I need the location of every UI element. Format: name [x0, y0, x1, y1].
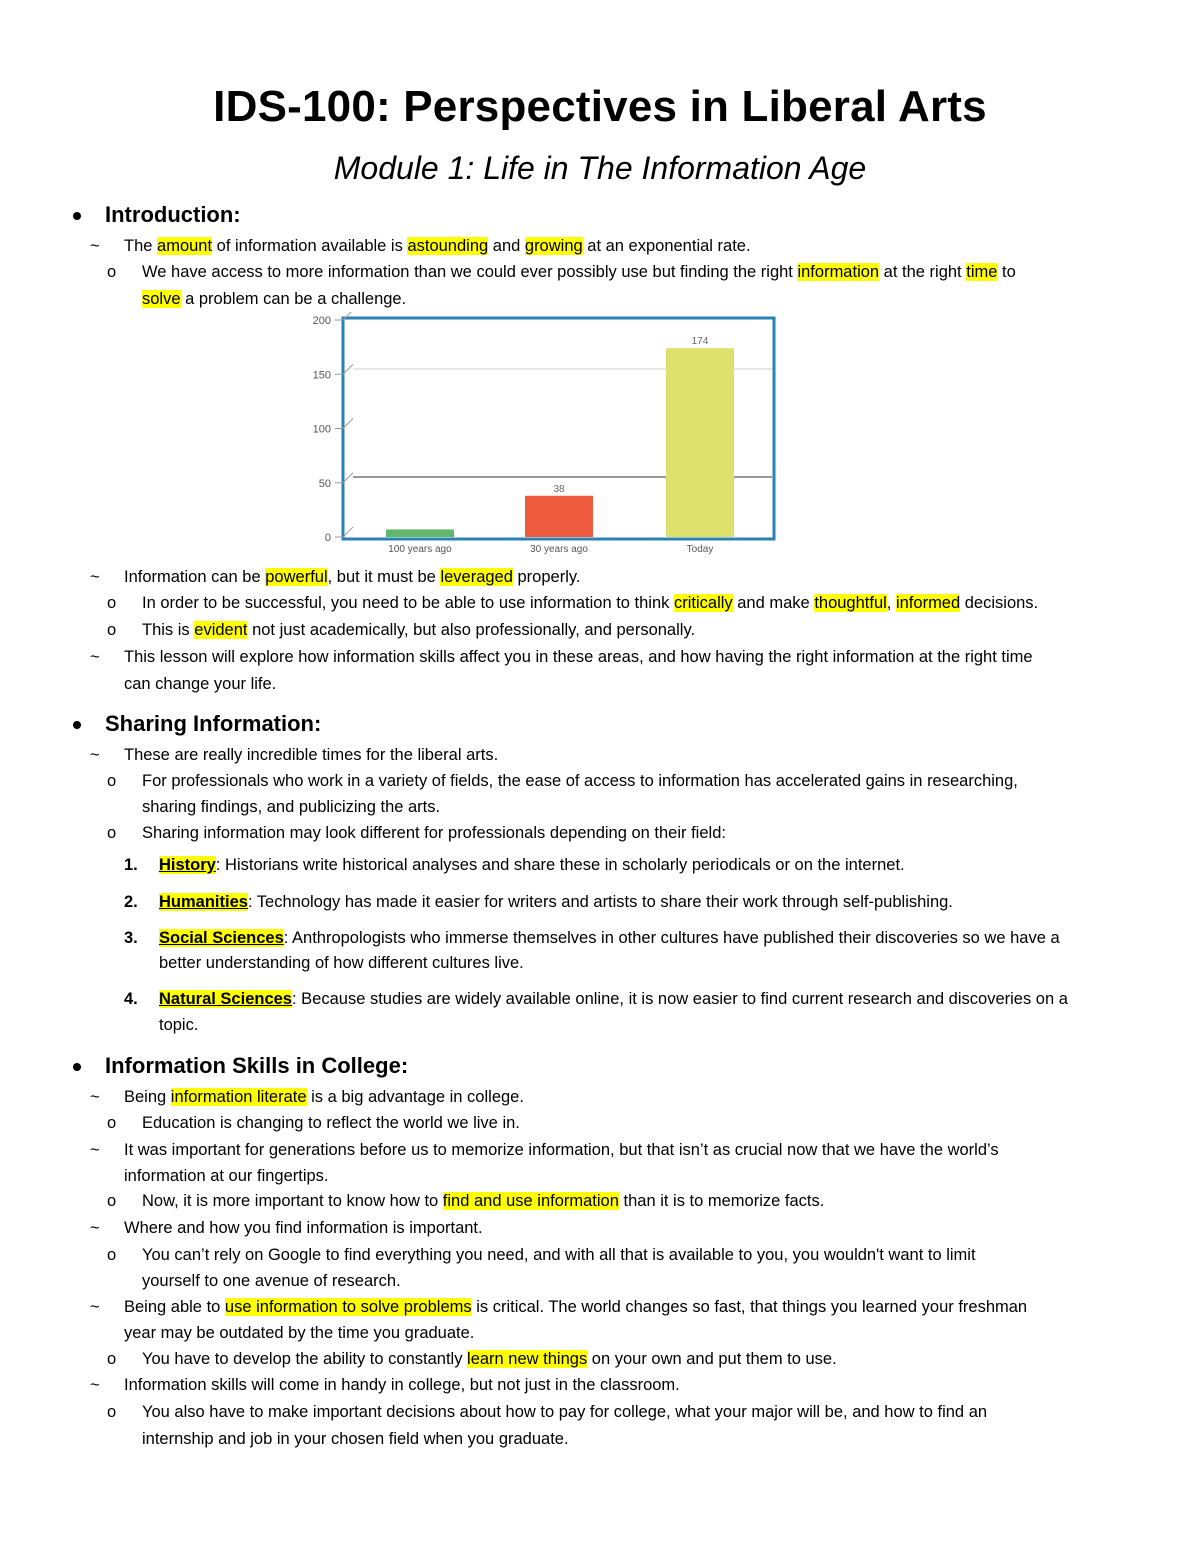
sharing-line-1: These are really incredible times for the liberal arts.	[124, 746, 499, 764]
college-line-7: You can’t rely on Google to find everything you need, and with all that is available to you, you wouldn't want to limit	[142, 1246, 976, 1264]
x-tick-label: 30 years ago	[530, 544, 588, 555]
highlight: History	[159, 856, 216, 874]
college-line-1: Being information literate is a big advantage in college.	[124, 1088, 524, 1106]
data-label: 38	[553, 483, 565, 495]
intro-line-1: The amount of information available is astounding and growing at an exponential rate.	[124, 237, 751, 255]
intro-line-2: We have access to more information than we could ever possibly use but finding the right information at the right time to	[142, 263, 1016, 281]
circle-bullet: o	[107, 1403, 117, 1421]
circle-bullet: o	[107, 1114, 117, 1132]
college-line-3: It was important for generations before us to memorize information, but that isn’t as crucial now that we have the world’s	[124, 1141, 999, 1159]
sharing-line-3: sharing findings, and publicizing the arts.	[142, 798, 441, 816]
sharing-line-4: Sharing information may look different for professionals depending on their field:	[142, 824, 726, 842]
circle-bullet: o	[107, 1350, 117, 1368]
dash-bullet: ~	[90, 1088, 100, 1106]
y-tick-label: 50	[318, 477, 331, 490]
dash-bullet: ~	[90, 568, 100, 586]
list-item-natural-sciences: Natural Sciences: Because studies are widely available online, it is now easier to find current research and discoveries on a	[159, 990, 1068, 1008]
circle-bullet: o	[107, 824, 117, 842]
list-number: 2.	[124, 893, 138, 911]
highlight: powerful	[265, 568, 328, 586]
list-item-humanities: Humanities: Technology has made it easier for writers and artists to share their work through self-publishing.	[159, 893, 953, 911]
circle-bullet: o	[107, 1192, 117, 1210]
highlight: evident	[194, 621, 248, 639]
college-line-2: Education is changing to reflect the world we live in.	[142, 1114, 520, 1132]
highlight: informed	[895, 594, 961, 612]
section-heading-introduction: Introduction:	[105, 202, 241, 227]
highlight: astounding	[407, 237, 489, 255]
highlight: leveraged	[440, 568, 513, 586]
highlight: information	[797, 263, 880, 281]
highlight: solve	[142, 290, 181, 308]
intro-line-7: This lesson will explore how information skills affect you in these areas, and how having the right information at the right time	[124, 648, 1033, 666]
circle-bullet: o	[107, 772, 117, 790]
dash-bullet: ~	[90, 237, 100, 255]
intro-line-8: can change your life.	[124, 675, 277, 693]
dash-bullet: ~	[90, 1298, 100, 1316]
section-bullet	[73, 1063, 81, 1071]
circle-bullet: o	[107, 594, 117, 612]
dash-bullet: ~	[90, 746, 100, 764]
section-heading-sharing: Sharing Information:	[105, 711, 322, 736]
circle-bullet: o	[107, 263, 117, 281]
y-tick-label: 150	[312, 369, 331, 382]
list-item-history: History: Historians write historical analyses and share these in scholarly periodicals or on the internet.	[159, 856, 905, 874]
college-line-9: Being able to use information to solve problems is critical. The world changes so fast, that things you learned your freshman	[124, 1298, 1028, 1316]
highlight: learn new things	[467, 1350, 588, 1368]
highlight: find and use information	[442, 1192, 619, 1210]
intro-line-4: Information can be powerful, but it must be leveraged properly.	[124, 568, 581, 586]
y-tick-label: 100	[312, 423, 331, 436]
dash-bullet: ~	[90, 1141, 100, 1159]
circle-bullet: o	[107, 621, 117, 639]
bar-chart	[290, 312, 790, 562]
page-subtitle: Module 1: Life in The Information Age	[333, 150, 867, 186]
college-line-5: Now, it is more important to know how to find and use information than it is to memorize facts.	[142, 1192, 825, 1210]
x-tick-label: 100 years ago	[388, 544, 452, 555]
section-heading-college: Information Skills in College:	[105, 1053, 409, 1078]
list-item-social-sciences: Social Sciences: Anthropologists who immerse themselves in other cultures have published their discoveries so we have a	[159, 929, 1060, 947]
highlight: critically	[674, 594, 733, 612]
highlight: amount	[157, 237, 213, 255]
data-label: 174	[691, 336, 709, 348]
highlight: thoughtful	[814, 594, 887, 612]
list-item-continuation: better understanding of how different cultures live.	[159, 954, 524, 972]
section-bullet	[73, 721, 81, 729]
list-item-continuation: topic.	[159, 1016, 199, 1034]
highlight: Humanities	[159, 893, 248, 911]
y-tick-label: 0	[324, 532, 331, 544]
college-line-14: internship and job in your chosen field when you graduate.	[142, 1430, 569, 1448]
college-line-8: yourself to one avenue of research.	[142, 1272, 401, 1290]
intro-line-5: In order to be successful, you need to be able to use information to think critically and make thoughtful, informed decisions.	[142, 594, 1039, 612]
y-tick-label: 200	[312, 315, 331, 327]
bar	[666, 348, 734, 537]
page-title: IDS-100: Perspectives in Liberal Arts	[213, 82, 987, 131]
highlight: growing	[524, 237, 583, 255]
highlight: information literate	[170, 1088, 307, 1106]
highlight: use information to solve problems	[224, 1298, 472, 1316]
dash-bullet: ~	[90, 1376, 100, 1394]
highlight: Social Sciences	[159, 929, 284, 947]
dash-bullet: ~	[90, 648, 100, 666]
section-bullet	[73, 212, 81, 220]
college-line-12: Information skills will come in handy in college, but not just in the classroom.	[124, 1376, 680, 1394]
college-line-13: You also have to make important decisions about how to pay for college, what your major will be, and how to find an	[142, 1403, 988, 1421]
list-number: 1.	[124, 856, 138, 874]
college-line-10: year may be outdated by the time you graduate.	[124, 1324, 475, 1342]
list-number: 3.	[124, 929, 138, 947]
list-number: 4.	[124, 990, 138, 1008]
intro-line-6: This is evident not just academically, but also professionally, and personally.	[142, 621, 696, 639]
college-line-4: information at our fingertips.	[124, 1167, 329, 1185]
highlight: time	[966, 263, 998, 281]
highlight: Natural Sciences	[159, 990, 292, 1008]
bar	[386, 529, 454, 537]
sharing-line-2: For professionals who work in a variety of fields, the ease of access to information has accelerated gains in researching,	[142, 772, 1018, 790]
bar	[525, 496, 593, 537]
circle-bullet: o	[107, 1246, 117, 1264]
x-tick-label: Today	[686, 544, 714, 555]
college-line-6: Where and how you find information is important.	[124, 1219, 483, 1237]
intro-line-3: solve a problem can be a challenge.	[142, 290, 407, 308]
college-line-11: You have to develop the ability to constantly learn new things on your own and put them to use.	[142, 1350, 837, 1368]
dash-bullet: ~	[90, 1219, 100, 1237]
